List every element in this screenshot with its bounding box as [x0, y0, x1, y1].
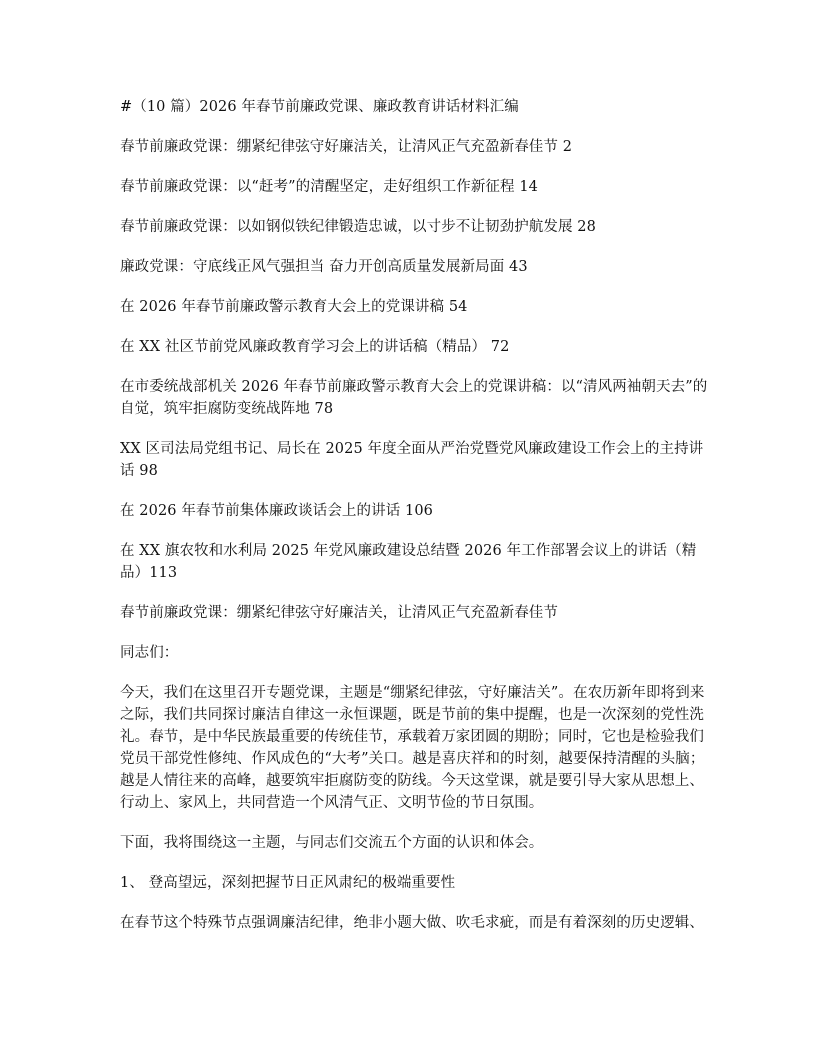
- toc-item: 在 2026 年春节前集体廉政谈话会上的讲话 106: [120, 503, 434, 519]
- body-paragraph: 今天，我们在这里召开专题党课，主题是“绷紧纪律弦，守好廉洁关”。在农历新年即将到来之际，我们共同探讨廉洁自律这一永恒课题，既是节前的集中提醒，也是一次深刻的党性洗礼。春节，是中华民族最重要的传统佳节，承载着万家团圆的期盼；同时，它也是检验我们党员干部党性修纯、作风成色的“大考”关口。越是喜庆祥和的时刻，越要保持清醒的头脑；越是人情往来的高峰，越要筑牢拒腐防变的防线。今天这堂课，就是要引导大家从思想上、行动上、家风上，共同营造一个风清气正、文明节俭的节日氛围。: [120, 685, 705, 811]
- body-paragraph: 在春节这个特殊节点强调廉洁纪律，绝非小题大做、吹毛求疵，而是有着深刻的历史逻辑、: [120, 915, 704, 931]
- toc-item: 春节前廉政党课：以如钢似铁纪律锻造忠诚，以寸步不让韧劲护航发展 28: [120, 219, 596, 235]
- toc-item: 在 2026 年春节前廉政警示教育大会上的党课讲稿 54: [120, 299, 468, 315]
- toc-item: 春节前廉政党课：绷紧纪律弦守好廉洁关，让清风正气充盈新春佳节 2: [120, 139, 573, 155]
- point-heading: 1、 登高望远，深刻把握节日正风肃纪的极端重要性: [120, 875, 456, 891]
- toc-item: 廉政党课：守底线正风气强担当 奋力开创高质量发展新局面 43: [120, 259, 528, 275]
- table-of-contents: [120, 136, 708, 584]
- greeting: 同志们：: [120, 645, 179, 661]
- toc-item: 在 XX 旗农牧和水利局 2025 年党风廉政建设总结暨 2026 年工作部署会议上的讲话（精品）113: [120, 543, 697, 581]
- toc-item: XX 区司法局党组书记、局长在 2025 年度全面从严治党暨党风廉政建设工作会上的主持讲话 98: [120, 441, 704, 479]
- body-paragraph: 下面，我将围绕这一主题，与同志们交流五个方面的认识和体会。: [120, 835, 544, 851]
- toc-item: 在 XX 社区节前党风廉政教育学习会上的讲话稿（精品） 72: [120, 339, 510, 355]
- toc-item: 在市委统战部机关 2026 年春节前廉政警示教育大会上的党课讲稿：以“清风两袖朝天去”的自觉，筑牢拒腐防变统战阵地 78: [120, 379, 708, 417]
- section-title: 春节前廉政党课：绷紧纪律弦守好廉洁关，让清风正气充盈新春佳节: [120, 605, 558, 621]
- document-title: #（10 篇）2026 年春节前廉政党课、廉政教育讲话材料汇编: [120, 99, 519, 115]
- toc-item: 春节前廉政党课：以“赶考”的清醒坚定，走好组织工作新征程 14: [120, 179, 538, 195]
- document-page: [120, 96, 708, 952]
